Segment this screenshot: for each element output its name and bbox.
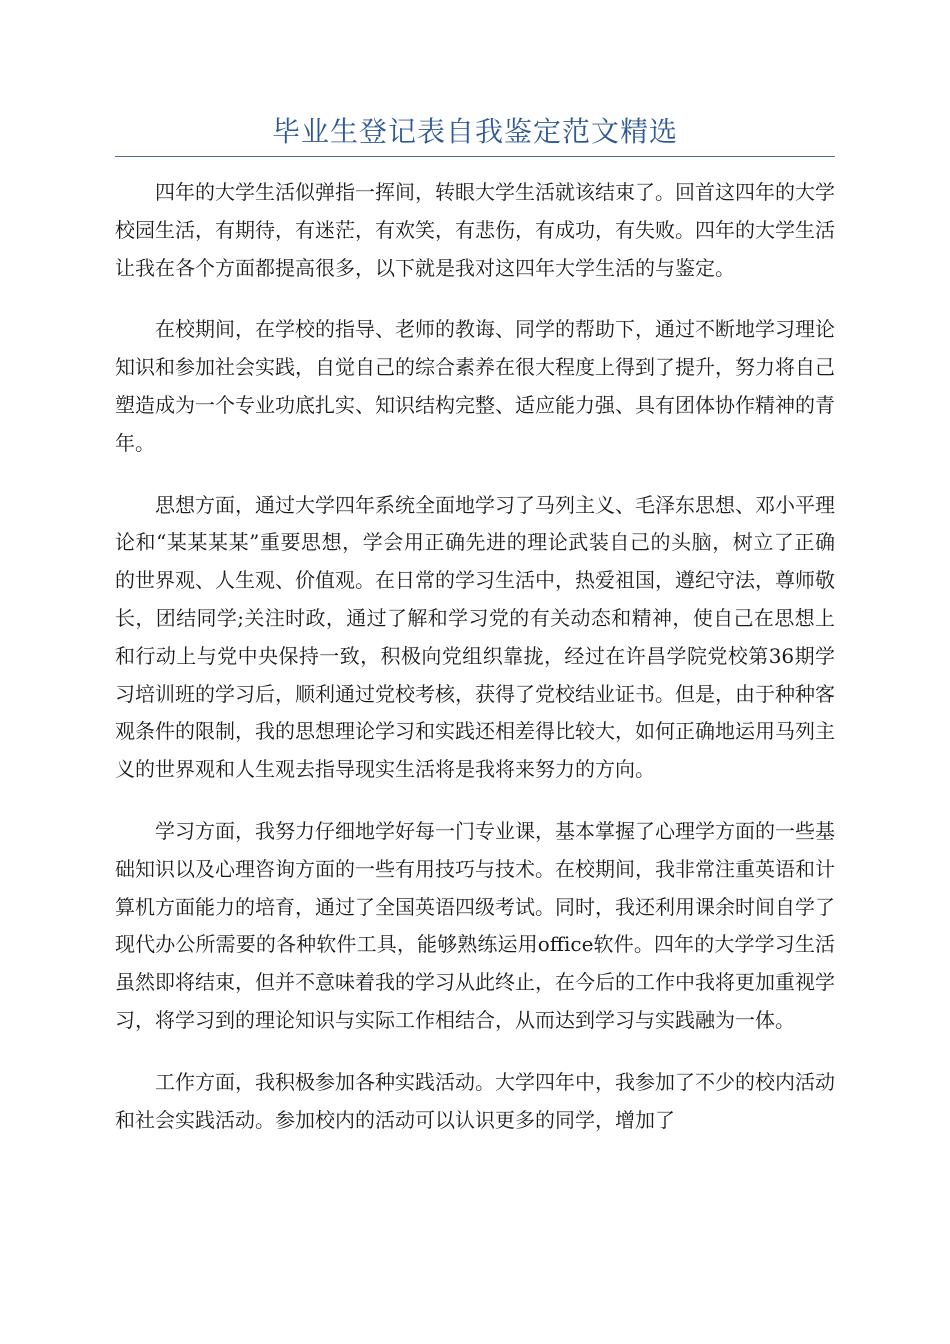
paragraph-work: 工作方面，我积极参加各种实践活动。大学四年中，我参加了不少的校内活动和社会实践活动。参加校内的活动可以认识更多的同学，增加了 — [115, 1069, 835, 1132]
title-block — [115, 112, 835, 157]
paragraph-school-period: 在校期间，在学校的指导、老师的教诲、同学的帮助下，通过不断地学习理论知识和参加社会实践，自觉自己的综合素养在很大程度上得到了提升，努力将自己塑造成为一个专业功底扎实、知识结构完整、适应能力强、具有团体协作精神的青年。 — [115, 317, 835, 455]
paragraph-ideology: 思想方面，通过大学四年系统全面地学习了马列主义、毛泽东思想、邓小平理论和“某某某某”重要思想，学会用正确先进的理论武装自己的头脑，树立了正确的世界观、人生观、价值观。在日常的学习生活中，热爱祖国，遵纪守法，尊师敬长，团结同学;关注时政，通过了解和学习党的有关动态和精神，使自己在思想上和行动上与党中央保持一致，积极向党组织靠拢，经过在许昌学院党校第36期学习培训班的学习后，顺利通过党校考核，获得了党校结业证书。但是，由于种种客观条件的限制，我的思想理论学习和实践还相差得比较大，如何正确地运用马列主义的世界观和人生观去指导现实生活将是我将来努力的方向。 — [115, 492, 835, 782]
paragraph-study: 学习方面，我努力仔细地学好每一门专业课，基本掌握了心理学方面的一些基础知识以及心理咨询方面的一些有用技巧与技术。在校期间，我非常注重英语和计算机方面能力的培育，通过了全国英语四级考试。同时，我还利用课余时间自学了现代办公所需要的各种软件工具，能够熟练运用office软件。四年的大学学习生活虽然即将结束，但并不意味着我的学习从此终止，在今后的工作中我将更加重视学习，将学习到的理论知识与实际工作相结合，从而达到学习与实践融为一体。 — [115, 818, 835, 1032]
document-body — [115, 174, 835, 1163]
paragraph-intro: 四年的大学生活似弹指一挥间，转眼大学生活就该结束了。回首这四年的大学校园生活，有期待，有迷茫，有欢笑，有悲伤，有成功，有失败。四年的大学生活让我在各个方面都提高很多，以下就是我对这四年大学生活的与鉴定。 — [115, 180, 835, 280]
page-title: 毕业生登记表自我鉴定范文精选 — [271, 115, 678, 148]
